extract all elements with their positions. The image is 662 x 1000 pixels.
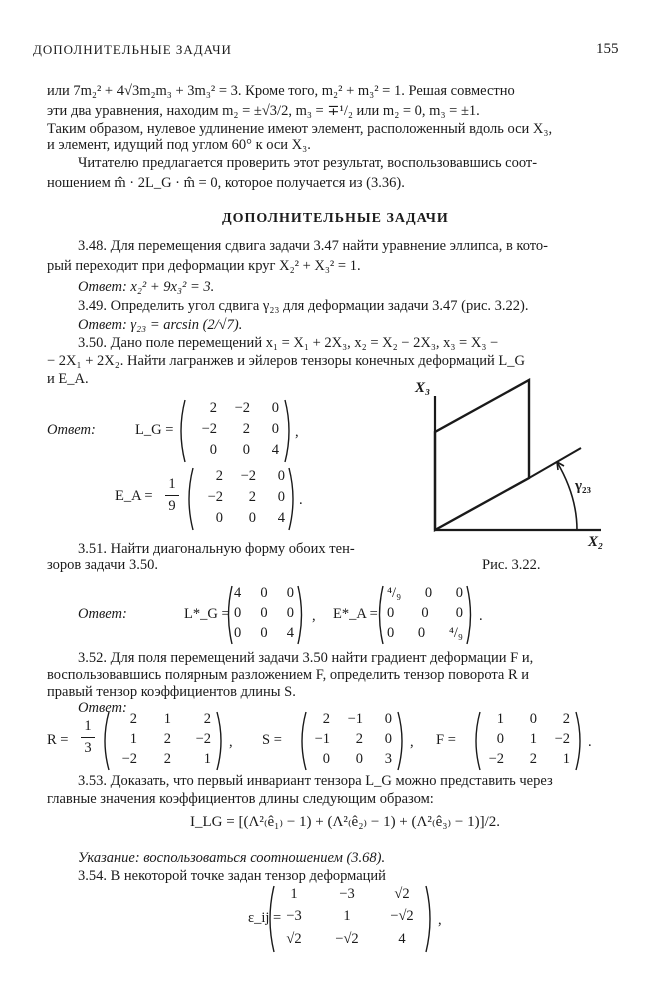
matrix-cell: −2 [240, 468, 256, 484]
left-bracket-icon [183, 466, 195, 532]
matrix-cell: 0 [234, 625, 242, 641]
matrix-cell: 2 [322, 711, 330, 727]
matrix-cell: 2 [209, 400, 217, 416]
page-number: 155 [596, 41, 619, 57]
matrix-row [274, 886, 424, 903]
matrix-cell: −3 [286, 908, 302, 924]
matrix-row [193, 400, 279, 417]
problem-line: правый тензор коэффициентов длины S. [47, 684, 296, 700]
right-bracket-icon [296, 584, 306, 646]
matrix-cell: 2 [215, 468, 223, 484]
matrix-row [274, 931, 424, 948]
matrix-tail: , [295, 424, 299, 440]
matrix-cell: 0 [277, 468, 285, 484]
matrix-cell: 0 [260, 605, 268, 621]
matrix-cell: −3 [339, 886, 355, 902]
fraction-numerator: 1 [84, 718, 92, 734]
matrix-cell: −2 [488, 751, 504, 767]
matrix-row [306, 711, 392, 728]
matrix-cell: 0 [260, 585, 268, 601]
problem-line: 3.54. В некоторой точке задан тензор деформаций [78, 868, 386, 884]
matrix-cell: ⁴/₉ [448, 625, 463, 641]
matrix-cell: 0 [277, 489, 285, 505]
matrix-LG-star [184, 584, 334, 646]
problem-line: 3.48. Для перемещения сдвига задачи 3.47 найти уравнение эллипса, в кото- [78, 238, 549, 254]
fraction-numerator: 1 [168, 476, 176, 492]
answer-line: Ответ: γ₂₃ = arcsin (2/√7). [78, 317, 243, 333]
answer-label: Ответ: [78, 700, 127, 716]
figure-3-22 [405, 378, 625, 558]
matrix-cell: 2 [163, 751, 171, 767]
problem-line: рый переходит при деформации круг X₂² + X₃² = 1. [47, 258, 361, 274]
matrix-F [436, 710, 616, 772]
matrix-cell: 0 [234, 605, 242, 621]
matrix-lhs: L_G = [135, 422, 174, 438]
matrix-cell: 0 [271, 421, 279, 437]
matrix-cell: 2 [129, 711, 137, 727]
fraction-denominator: 9 [168, 498, 176, 514]
matrix-cell: 2 [203, 711, 211, 727]
matrix-lhs: L*_G = [184, 606, 230, 622]
problem-line: 3.50. Дано поле перемещений x₁ = X₁ + 2X₃, x₂ = X₂ − 2X₃, x₃ = X₃ − [78, 335, 499, 351]
matrix-row [193, 421, 279, 438]
matrix-cell: 4 [277, 510, 285, 526]
problem-line: − 2X₁ + 2X₂. Найти лагранжев и эйлеров тензоры конечных деформаций L_G [47, 353, 525, 369]
matrix-row [111, 731, 211, 748]
matrix-cell: 0 [496, 731, 504, 747]
angle-label: γ₂₃ [575, 478, 592, 494]
matrix-cell: 0 [322, 751, 330, 767]
matrix-cell: 0 [209, 442, 217, 458]
matrix-cell: ⁴/₉ [387, 585, 402, 601]
matrix-tail: , [312, 608, 316, 624]
matrix-row [199, 489, 285, 506]
matrix-cell: 2 [242, 421, 250, 437]
matrix-eps [248, 884, 458, 954]
left-bracket-icon [375, 584, 385, 646]
right-bracket-icon [215, 710, 227, 772]
matrix-row [480, 731, 570, 748]
matrix-cell: 1 [129, 731, 137, 747]
matrix-cell: 1 [163, 711, 171, 727]
left-bracket-icon [175, 398, 187, 464]
intro-line: Читателю предлагается проверить этот результат, воспользовавшись соот- [78, 155, 538, 171]
matrix-row [387, 585, 463, 602]
matrix-cell: 4 [234, 585, 242, 601]
right-bracket-icon [574, 710, 586, 772]
running-title: ДОПОЛНИТЕЛЬНЫЕ ЗАДАЧИ [33, 42, 232, 57]
matrix-cell: 0 [424, 585, 433, 601]
matrix-cell: 0 [248, 510, 256, 526]
matrix-cell: √2 [394, 886, 410, 902]
invariant-formula: I_LG = [(Λ²₍ê₁₎ − 1) + (Λ²₍ê₂₎ − 1) + (Λ²₍ê₃₎ − 1)]/2. [190, 814, 501, 830]
problem-line: воспользовавшись полярным разложением F, определить тензор поворота R и [47, 667, 530, 683]
intro-line: Таким образом, нулевое удлинение имеют элемент, расположенный вдоль оси X₃, [47, 121, 553, 137]
matrix-cell: 0 [417, 625, 426, 641]
matrix-row [480, 711, 570, 728]
matrix-row [111, 711, 211, 728]
matrix-tail: . [479, 608, 483, 624]
matrix-cell: 1 [496, 711, 504, 727]
matrix-cell: 0 [387, 605, 395, 621]
matrix-row [387, 605, 463, 622]
left-bracket-icon [99, 710, 111, 772]
matrix-cell: 3 [384, 751, 392, 767]
matrix-row [234, 585, 294, 602]
matrix-tail: , [229, 734, 233, 750]
matrix-cell: −2 [201, 421, 217, 437]
matrix-row [234, 605, 294, 622]
right-bracket-icon [287, 466, 299, 532]
matrix-tail: . [588, 734, 592, 750]
intro-line: или 7m₂² + 4√3m₂m₃ + 3m₃² = 3. Кроме того, m₂² + m₃² = 1. Решая совместно [47, 83, 515, 99]
matrix-EA [115, 466, 315, 532]
intro-line: эти два уравнения, находим m₂ = ±√3/2, m₃ = ∓¹/₂ или m₂ = 0, m₃ = ±1. [47, 103, 480, 119]
right-bracket-icon [424, 884, 436, 954]
matrix-lhs: E_A = [115, 488, 153, 504]
matrix-LG [135, 398, 315, 464]
matrix-cell: √2 [286, 931, 302, 947]
matrix-cell: 2 [562, 711, 570, 727]
matrix-cell: 1 [562, 751, 570, 767]
matrix-lhs: R = [47, 732, 69, 748]
matrix-tail: , [438, 912, 442, 928]
figure-caption: Рис. 3.22. [482, 557, 541, 573]
matrix-cell: 0 [260, 625, 268, 641]
matrix-cell: −2 [554, 731, 570, 747]
matrix-cell: −2 [234, 400, 250, 416]
matrix-EA-star [333, 584, 493, 646]
matrix-row [199, 510, 285, 527]
matrix-cell: −2 [121, 751, 137, 767]
axis-label-y: X₃ [415, 380, 431, 396]
answer-label: Ответ: [47, 422, 96, 438]
problem-line: 3.53. Доказать, что первый инвариант тензора L_G можно представить через [78, 773, 553, 789]
fraction-denominator: 3 [84, 740, 92, 756]
matrix-cell: 0 [529, 711, 537, 727]
matrix-row [306, 751, 392, 768]
problem-line: 3.52. Для поля перемещений задачи 3.50 найти градиент деформации F и, [78, 650, 534, 666]
matrix-cell: 1 [529, 731, 537, 747]
intro-line: и элемент, идущий под углом 60° к оси X₃. [47, 137, 311, 153]
matrix-cell: −1 [347, 711, 363, 727]
matrix-row [199, 468, 285, 485]
fraction-bar [81, 737, 95, 738]
left-bracket-icon [224, 584, 234, 646]
matrix-row [274, 908, 424, 925]
matrix-cell: 1 [203, 751, 211, 767]
matrix-cell: 1 [343, 908, 351, 924]
matrix-row [193, 442, 279, 459]
matrix-lhs: F = [436, 732, 456, 748]
section-title: ДОПОЛНИТЕЛЬНЫЕ ЗАДАЧИ [222, 211, 449, 226]
matrix-cell: 0 [455, 585, 463, 601]
matrix-cell: 4 [286, 625, 294, 641]
matrix-cell: 2 [529, 751, 537, 767]
matrix-cell: 4 [398, 931, 406, 947]
problem-line: главные значения коэффициентов длины следующим образом: [47, 791, 434, 807]
matrix-cell: 0 [286, 605, 294, 621]
matrix-cell: −2 [207, 489, 223, 505]
matrix-cell: 4 [271, 442, 279, 458]
matrix-cell: 0 [215, 510, 223, 526]
matrix-cell: 2 [355, 731, 363, 747]
problem-line: зоров задачи 3.50. [47, 557, 158, 573]
right-bracket-icon [396, 710, 408, 772]
answer-line: Ответ: x₂² + 9x₃² = 3. [78, 279, 215, 295]
matrix-cell: 0 [286, 585, 294, 601]
matrix-R [47, 710, 262, 772]
right-bracket-icon [283, 398, 295, 464]
hint-line: Указание: воспользоваться соотношением (3.68). [78, 850, 386, 866]
matrix-cell: 1 [290, 886, 298, 902]
matrix-cell: 0 [387, 625, 395, 641]
matrix-cell: 0 [242, 442, 250, 458]
matrix-cell: 0 [384, 731, 392, 747]
matrix-cell: 0 [421, 605, 429, 621]
figure-drawing [405, 378, 625, 558]
matrix-cell: 2 [163, 731, 171, 747]
matrix-lhs: S = [262, 732, 282, 748]
matrix-cell: 0 [355, 751, 363, 767]
matrix-tail: . [299, 492, 303, 508]
matrix-row [306, 731, 392, 748]
matrix-lhs: E*_A = [333, 606, 378, 622]
matrix-row [480, 751, 570, 768]
matrix-row [387, 625, 463, 642]
problem-line: 3.49. Определить угол сдвига γ₂₃ для деформации задачи 3.47 (рис. 3.22). [78, 298, 529, 314]
matrix-cell: −2 [195, 731, 211, 747]
matrix-cell: 2 [248, 489, 256, 505]
matrix-row [234, 625, 294, 642]
axis-label-x: X₂ [588, 534, 604, 550]
matrix-cell: −1 [314, 731, 330, 747]
intro-line: ношением m̂ · 2L_G · m̂ = 0, которое получается из (3.36). [47, 175, 405, 191]
answer-label: Ответ: [78, 606, 127, 622]
matrix-cell: −√2 [390, 908, 414, 924]
matrix-cell: 0 [455, 605, 463, 621]
problem-line: 3.51. Найти диагональную форму обоих тен- [78, 541, 355, 557]
matrix-row [111, 751, 211, 768]
matrix-cell: 0 [271, 400, 279, 416]
right-bracket-icon [465, 584, 475, 646]
matrix-tail: , [410, 734, 414, 750]
matrix-S [262, 710, 432, 772]
matrix-cell: 0 [384, 711, 392, 727]
problem-line: и E_A. [47, 371, 89, 387]
matrix-cell: −√2 [335, 931, 359, 947]
matrix-lhs: ε_ij = [248, 910, 282, 926]
fraction-bar [165, 495, 179, 496]
